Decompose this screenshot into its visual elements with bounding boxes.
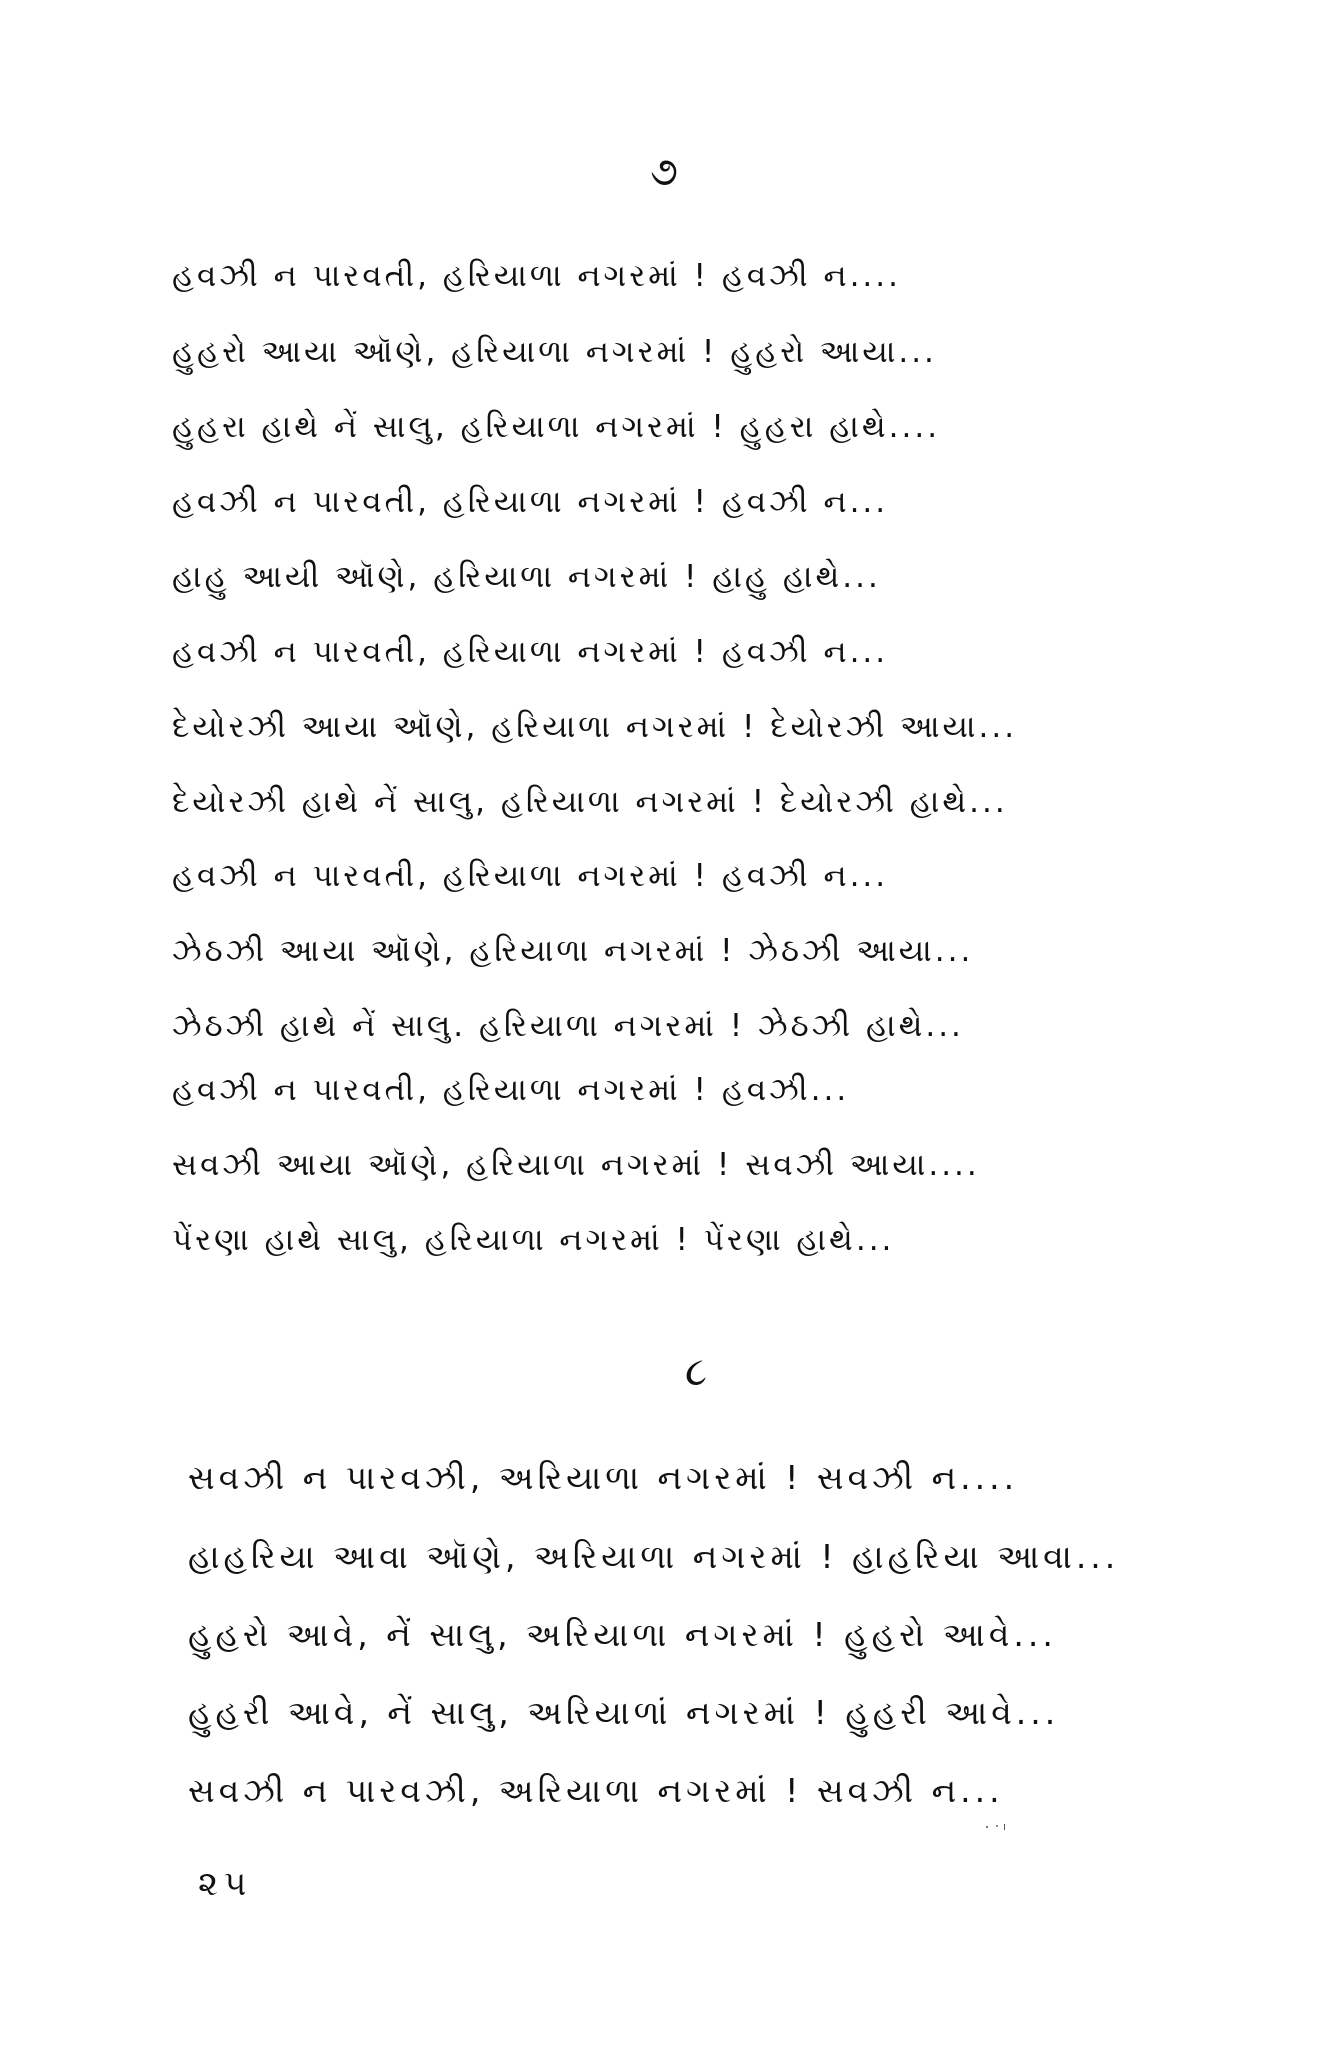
verse-line: હવઝી ન પારવતી, હરિયાળા નગરમાં ! હવઝી... — [172, 1072, 850, 1108]
verse-line: દેયોરઝી આયા ઑણે, હરિયાળા નગરમાં ! દેયોરઝી આયા... — [172, 709, 1018, 745]
verse-line: ઝેઠઝી આયા ઑણે, હરિયાળા નગરમાં ! ઝેઠઝી આયા... — [172, 933, 974, 969]
verse-line: હવઝી ન પારવતી, હરિયાળા નગરમાં ! હવઝી ન... — [172, 484, 889, 520]
verse-line: સવઝી ન પારવઝી, અરિયાળા નગરમાં ! સવઝી ન.... — [188, 1458, 1019, 1497]
print-speck — [984, 1819, 1010, 1825]
verse-line: હવઝી ન પારવતી, હરિયાળા નગરમાં ! હવઝી ન.... — [172, 258, 901, 294]
verse-line: હુહરા હાથે નેં સાલુ, હરિયાળા નગરમાં ! હુહરા હાથે.... — [172, 409, 941, 445]
verse-line: સવઝી આયા ઑણે, હરિયાળા નગરમાં ! સવઝી આયા.... — [172, 1147, 980, 1183]
verse-line: દેયોરઝી હાથે નેં સાલુ, હરિયાળા નગરમાં ! દેયોરઝી હાથે... — [172, 784, 1008, 820]
verse-line: હુહરી આવે, નેં સાલુ, અરિયાળાં નગરમાં ! હુહરી આવે... — [188, 1693, 1060, 1732]
section-number-7: ૭ — [650, 149, 678, 195]
section-number-8: ૮ — [685, 1349, 707, 1395]
verse-line: હવઝી ન પારવતી, હરિયાળા નગરમાં ! હવઝી ન... — [172, 858, 889, 894]
print-speck-icon — [984, 1824, 1010, 1830]
verse-line: હાહુ આયી ઑણે, હરિયાળા નગરમાં ! હાહુ હાથે... — [172, 559, 881, 595]
verse-line: ઝેઠઝી હાથે નેં સાલુ. હરિયાળા નગરમાં ! ઝેઠઝી હાથે... — [172, 1008, 964, 1044]
verse-line: હાહરિયા આવા ઑણે, અરિયાળા નગરમાં ! હાહરિયા આવા... — [188, 1537, 1120, 1576]
verse-line: હવઝી ન પારવતી, હરિયાળા નગરમાં ! હવઝી ન... — [172, 634, 889, 670]
verse-line: પેંરણા હાથે સાલુ, હરિયાળા નગરમાં ! પેંરણા હાથે... — [172, 1222, 895, 1258]
page-number: ૨૫ — [198, 1864, 253, 1904]
verse-line: હુહરો આયા ઑણે, હરિયાળા નગરમાં ! હુહરો આયા... — [172, 334, 937, 370]
verse-line: સવઝી ન પારવઝી, અરિયાળા નગરમાં ! સવઝી ન... — [188, 1771, 1004, 1810]
verse-line: હુહરો આવે, નેં સાલુ, અરિયાળા નગરમાં ! હુહરો આવે... — [188, 1615, 1057, 1654]
